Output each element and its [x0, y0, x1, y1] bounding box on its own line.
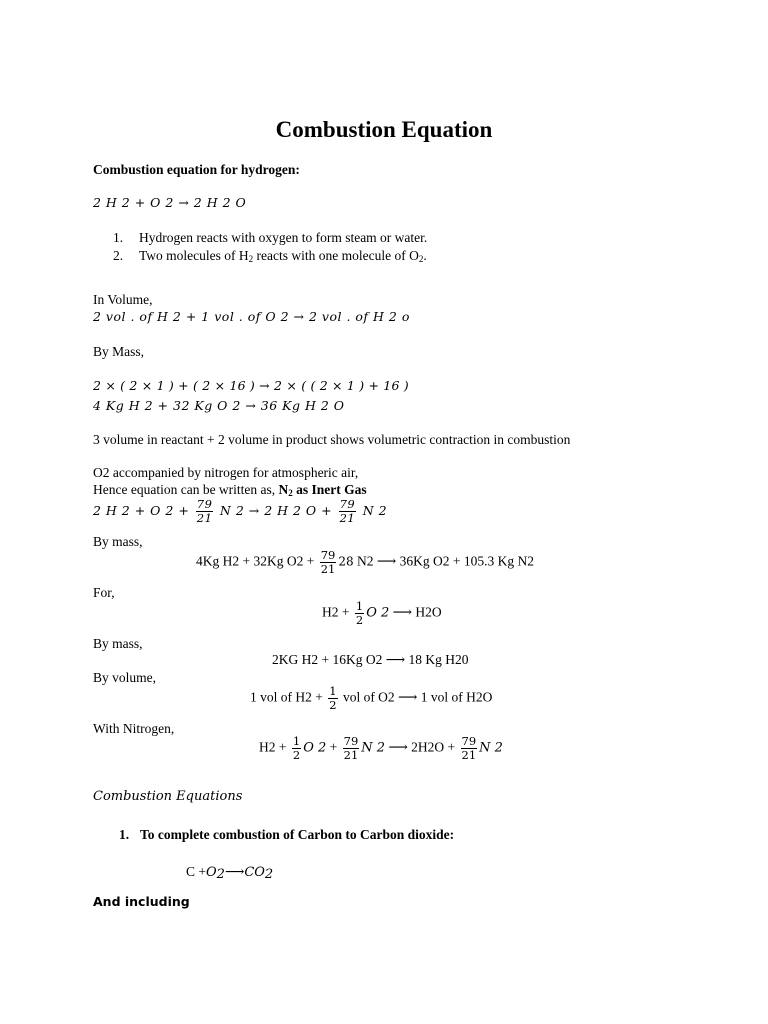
list-item: [113, 248, 427, 264]
fraction: $\frac{79}{21}$: [320, 548, 336, 576]
by-volume-label: By volume,: [93, 670, 156, 685]
hence-label: Hence equation can be written as,: [93, 482, 279, 497]
fraction: $\frac{79}{21}$: [196, 497, 213, 525]
equation-hydrogen: 2 H 2 + O 2 → 2 H 2 O: [93, 195, 247, 210]
fraction: $\frac{1}{2}$: [292, 734, 301, 762]
inert-gas-note: $N_2$ as Inert Gas: [278, 482, 367, 498]
combustion-equations-heading: Combustion Equations: [93, 789, 243, 804]
equation-volume: 1 vol of H2 + $\frac{1}{2}$ vol of O2 ⟶ 1 vol of H2O: [250, 684, 493, 712]
fraction: $\frac{1}{2}$: [355, 599, 364, 627]
hydrogen-heading: Combustion equation for hydrogen:: [93, 162, 300, 177]
section-heading: [119, 827, 454, 843]
list-text: reacts with one molecule of O: [253, 248, 419, 263]
section-number: 1.: [119, 827, 130, 842]
equation-with-nitrogen-full: H2 + $\frac{1}{2}$ O 2 + $\frac{79}{21}$ N 2 ⟶ 2H2O + $\frac{79}{21}$ N 2: [259, 734, 503, 762]
equation-carbon: $C +O_2⟶CO_2$: [186, 864, 274, 882]
equation-for: H2 + $\frac{1}{2}$ O 2 ⟶ H2O: [322, 599, 442, 627]
fraction: $\frac{79}{21}$: [343, 734, 359, 762]
equation-kg: 2KG H2 + 16Kg O2 ⟶ 18 Kg H20: [272, 652, 469, 667]
mass-equation-2: 4 Kg H 2 + 32 Kg O 2 → 36 Kg H 2 O: [93, 398, 345, 413]
mass-equation-1: 2 × ( 2 × 1 ) + ( 2 × 16 ) → 2 × ( ( 2 × 1 ) + 16 ): [93, 378, 409, 393]
by-mass-label: By mass,: [93, 636, 143, 651]
mass-label: By Mass,: [93, 344, 145, 359]
list-number: 1.: [113, 230, 124, 245]
volume-equation: 2 vol . of H 2 + 1 vol . of O 2 → 2 vol . of H 2 o: [93, 309, 410, 324]
fraction: $\frac{79}{21}$: [339, 497, 356, 525]
list-text: Hydrogen reacts with oxygen to form steam or water.: [139, 230, 428, 245]
contraction-text: 3 volume in reactant + 2 volume in product shows volumetric contraction in combustion: [93, 432, 571, 447]
o2-nitrogen-text: O2 accompanied by nitrogen for atmospheric air,: [93, 465, 359, 480]
by-mass-label: By mass,: [93, 534, 143, 549]
list-text: .: [423, 248, 427, 263]
and-including-text: And including: [93, 894, 190, 909]
with-nitrogen-label: With Nitrogen,: [93, 721, 175, 736]
volume-label: In Volume,: [93, 292, 153, 307]
for-label: For,: [93, 585, 115, 600]
subscript: 2: [248, 254, 254, 264]
subscript: 2: [418, 254, 424, 264]
equation-mass-nitrogen: 4Kg H2 + 32Kg O2 + $\frac{79}{21}$ 28 N2 ⟶ 36Kg O2 + 105.3 Kg N2: [196, 548, 534, 576]
equation-with-nitrogen: 2 H 2 + O 2 + $\frac{79}{21}$ N 2 → 2 H 2 O + $\frac{79}{21}$ N 2: [93, 497, 388, 525]
hence-text: [93, 482, 367, 498]
fraction: $\frac{79}{21}$: [461, 734, 477, 762]
fraction: $\frac{1}{2}$: [329, 684, 337, 712]
page-title: Combustion Equation: [275, 117, 493, 142]
list-text: Two molecules of H: [139, 248, 249, 263]
list-number: 2.: [113, 248, 124, 263]
list-item: [113, 230, 427, 246]
section-title: To complete combustion of Carbon to Carbon dioxide:: [140, 827, 455, 842]
